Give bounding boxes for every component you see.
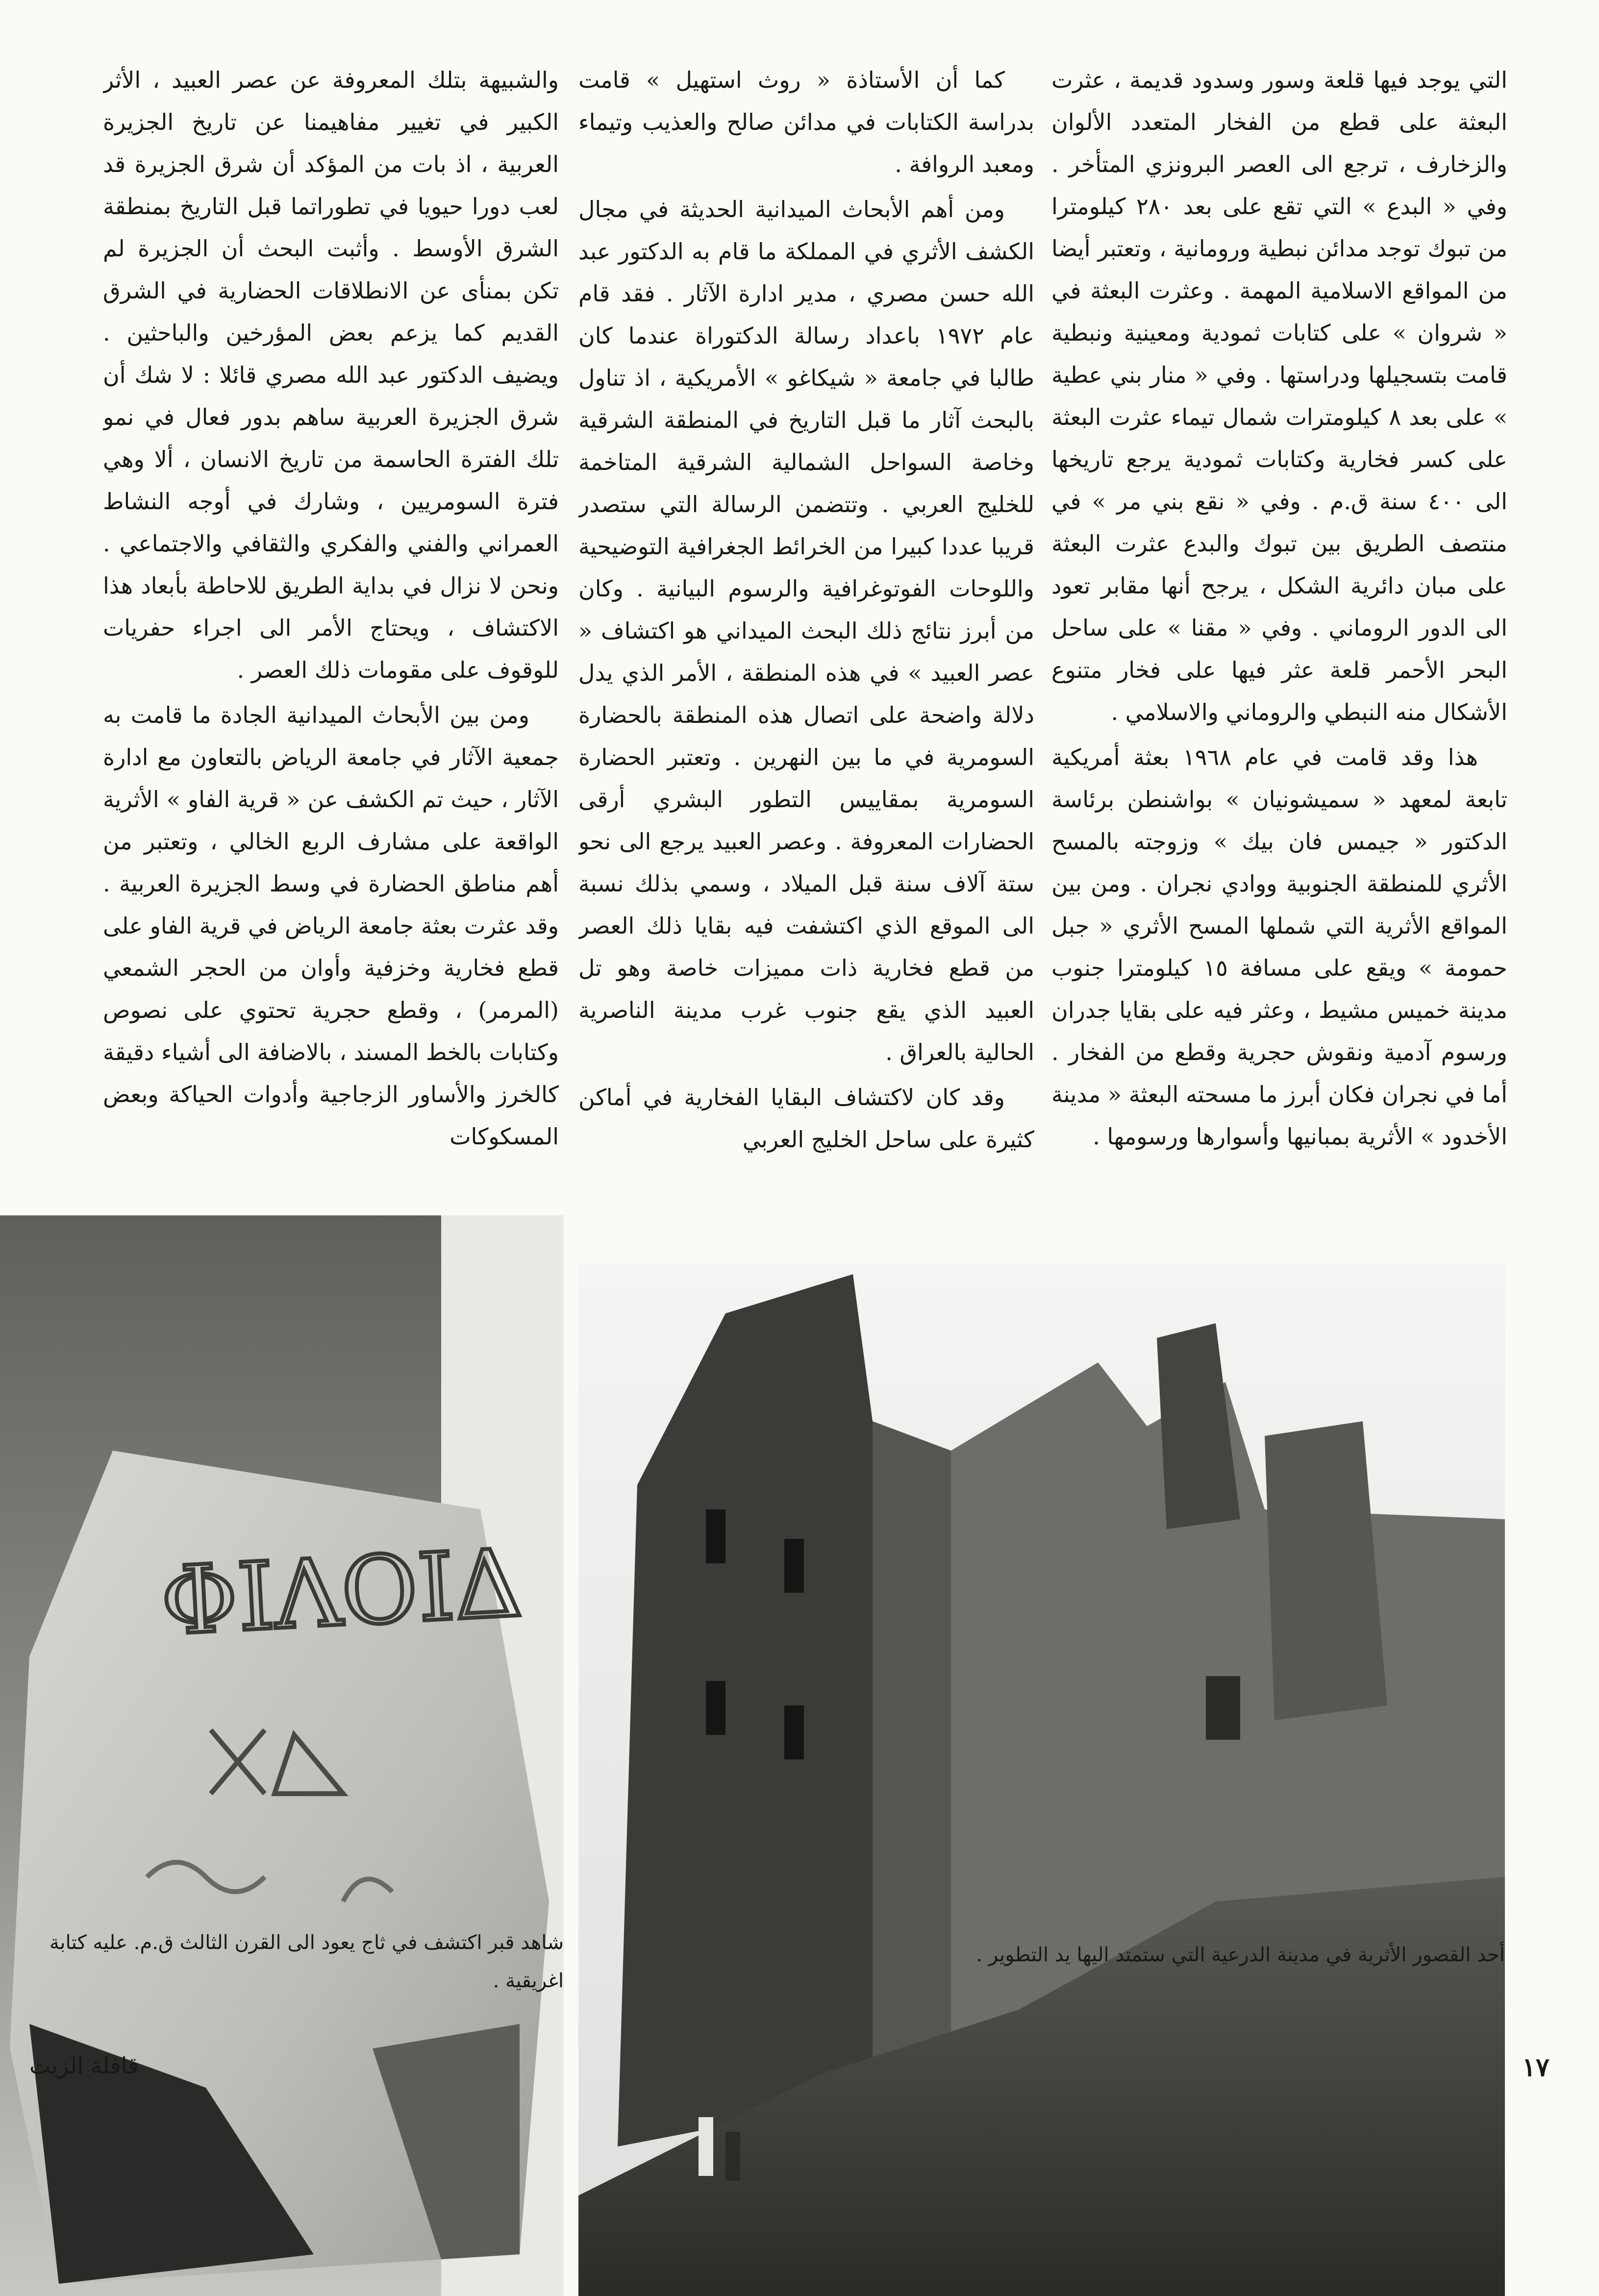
article-column-left — [103, 59, 559, 1210]
magazine-name: قافلة الزيت — [29, 2052, 139, 2079]
paragraph: كما أن الأستاذة « روث استهيل » قامت بدراسة الكتابات في مدائن صالح والعذيب وتيماء ومعبد الروافة . — [578, 67, 1034, 177]
paragraph: التي يوجد فيها قلعة وسور وسدود قديمة ، عثرت البعثة على قطع من الفخار المتعدد الألوان والزخارف ، ترجع الى العصر البرونزي المتأخر . وفي « البدع » التي تقع على بعد ٢٨٠ كيلومترا من تبوك توجد مدائن نبطية ورومانية ، وتعتبر أيضا من المواقع الاسلامية المهمة . وعثرت البعثة في « شروان » على كتابات ثمودية ومعينية ونبطية قامت بتسجيلها ودراستها . وفي « منار بني عطية » على بعد ٨ كيلومترات شمال تيماء عثرت البعثة على كسر فخارية وكتابات ثمودية يرجع تاريخها الى ٤٠٠ سنة ق.م . وفي « نقع بني مر » في منتصف الطريق بين تبوك والبدع عثرت البعثة على مبان دائرية الشكل ، يرجح أنها مقابر تعود الى الدور الروماني . وفي « مقنا » على ساحل البحر الأحمر قلعة عثر فيها على فخار متنوع الأشكال منه النبطي والروماني والاسلامي . — [1051, 67, 1507, 725]
page-number: ١٧ — [1522, 2052, 1549, 2082]
paragraph: ومن أهم الأبحاث الميدانية الحديثة في مجال الكشف الأثري في المملكة ما قام به الدكتور عبد الله حسن مصري ، مدير ادارة الآثار . فقد قام عام ١٩٧٢ باعداد رسالة الدكتوراة عندما كان طالبا في جامعة « شيكاغو » الأمريكية ، اذ تناول بالبحث آثار ما قبل التاريخ في المنطقة الشرقية وخاصة السواحل الشمالية الشرقية المتاخمة للخليج العربي . وتتضمن الرسالة التي ستصدر قريبا عددا كبيرا من الخرائط الجغرافية التوضيحية واللوحات الفوتوغرافية والرسوم البيانية . وكان من أبرز نتائج ذلك البحث الميداني هو اكتشاف « عصر العبيد » في هذه المنطقة ، الأمر الذي يدل دلالة واضحة على اتصال هذه المنطقة بالحضارة السومرية في ما بين النهرين . وتعتبر الحضارة السومرية بمقاييس التطور البشري أرقى الحضارات المعروفة . وعصر العبيد يرجع الى نحو ستة آلاف سنة قبل الميلاد ، وسمي بذلك نسبة الى الموقع الذي اكتشفت فيه بقايا ذلك العصر من قطع فخارية ذات مميزات خاصة وهو تل العبيد الذي يقع جنوب غرب مدينة الناصرية الحالية بالعراق . — [578, 196, 1034, 1065]
palace-caption: أحد القصور الأثرية في مدينة الدرعية التي ستمتد اليها يد التطوير . — [976, 1944, 1505, 1966]
palace-photo — [578, 1264, 1505, 2296]
gravestone-photo — [0, 1215, 564, 2296]
gravestone-caption: شاهد قبر اكتشف في ثاج يعود الى القرن الثالث ق.م. عليه كتابة اغريقية . — [49, 1931, 564, 1992]
paragraph: هذا وقد قامت في عام ١٩٦٨ بعثة أمريكية تابعة لمعهد « سميشونيان » بواشنطن برئاسة الدكتور « جيمس فان بيك » وزوجته بالمسح الأثري للمنطقة الجنوبية ووادي نجران . ومن بين المواقع الأثرية التي شملها المسح الأثري « جبل حمومة » ويقع على مسافة ١٥ كيلومترا جنوب مدينة خميس مشيط ، وعثر فيه على بقايا جدران ورسوم آدمية ونقوش حجرية وقطع من الفخار . أما في نجران فكان أبرز ما مسحته البعثة « مدينة الأخدود » الأثرية بمبانيها وأسوارها ورسومها . — [1051, 744, 1507, 1150]
article-column-right — [1051, 59, 1507, 1210]
carved-inscription: ΦΙΛΟΙΔ — [158, 1529, 525, 1656]
paragraph: ومن بين الأبحاث الميدانية الجادة ما قامت به جمعية الآثار في جامعة الرياض بالتعاون مع ادارة الآثار ، حيث تم الكشف عن « قرية الفاو » الأثرية الواقعة على مشارف الربع الخالي ، وتعتبر من أهم مناطق الحضارة في وسط الجزيرة العربية . وقد عثرت بعثة جامعة الرياض في قرية الفاو على قطع فخارية وخزفية وأوان من الحجر الشمعي (المرمر) ، وقطع حجرية تحتوي على نصوص وكتابات بالخط المسند ، بالاضافة الى أشياء دقيقة كالخرز والأساور الزجاجية وأدوات الحياكة وبعض المسكوكات — [103, 702, 559, 1150]
article-column-middle — [578, 59, 1034, 1210]
paragraph: والشبيهة بتلك المعروفة عن عصر العبيد ، الأثر الكبير في تغيير مفاهيمنا عن تاريخ الجزيرة العربية ، اذ بات من المؤكد أن شرق الجزيرة قد لعب دورا حيويا في تطوراتما قبل التاريخ بمنطقة الشرق الأوسط . وأثبت البحث أن الجزيرة لم تكن بمنأى عن الانطلاقات الحضارية في الشرق القديم كما يزعم بعض المؤرخين والباحثين . ويضيف الدكتور عبد الله مصري قائلا : لا شك أن شرق الجزيرة العربية ساهم بدور فعال في نمو تلك الفترة الحاسمة من تاريخ الانسان ، ألا وهي فترة السومريين ، وشارك في أوجه النشاط العمراني والفني والفكري والثقافي والاجتماعي . ونحن لا نزال في بداية الطريق للاحاطة بأبعاد هذا الاكتشاف ، ويحتاج الأمر الى اجراء حفريات للوقوف على مقومات ذلك العصر . — [103, 67, 559, 683]
paragraph: وقد كان لاكتشاف البقايا الفخارية في أماكن كثيرة على ساحل الخليج العربي — [578, 1084, 1034, 1153]
